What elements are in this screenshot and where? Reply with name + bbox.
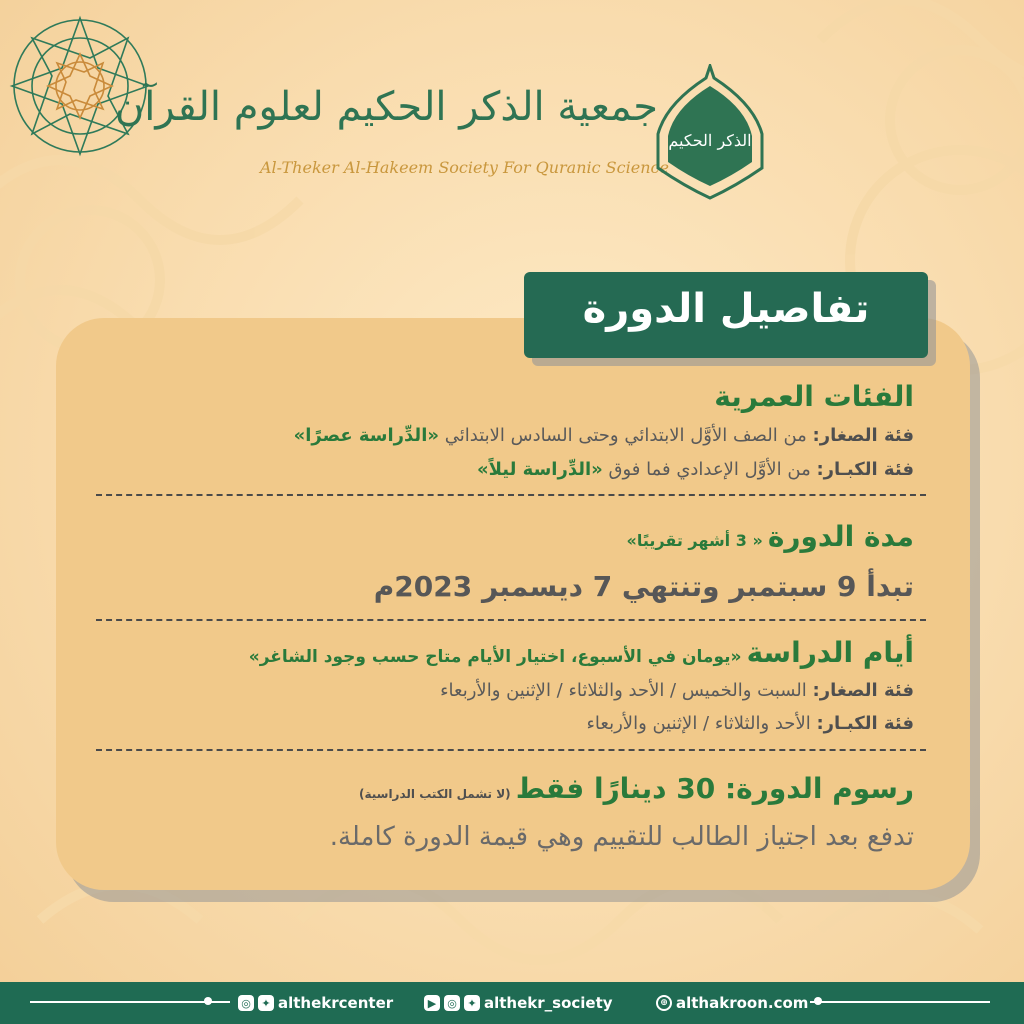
duration-heading: مدة الدورة <box>767 520 914 553</box>
site-header <box>114 64 770 204</box>
fees-heading: رسوم الدورة: 30 دينارًا فقط <box>515 772 914 805</box>
page-title: تفاصيل الدورة <box>582 286 870 332</box>
age-groups-juniors <box>294 425 914 446</box>
org-name-arabic: جمعية الذكر الحكيم لعلوم القرآن <box>114 84 658 130</box>
juniors-label: فئة الصغار: <box>812 680 914 701</box>
study-days-heading: أيام الدراسة <box>746 636 914 669</box>
divider <box>96 619 926 621</box>
juniors-text: من الصف الأوَّل الابتدائي وحتى السادس الابتدائي <box>444 425 807 446</box>
society-logo <box>650 64 770 200</box>
footer-dot-right <box>814 997 822 1005</box>
title-banner <box>524 272 928 358</box>
juniors-label: فئة الصغار: <box>812 425 914 446</box>
social-handle-2[interactable] <box>424 992 613 1014</box>
study-days-note: «يومان في الأسبوع، اختيار الأيام متاح حسب وجود الشاغر» <box>248 647 742 667</box>
website-link[interactable] <box>656 992 808 1014</box>
duration-dates: تبدأ 9 سبتمبر وتنتهي 7 ديسمبر 2023م <box>373 570 914 603</box>
seniors-text: من الأوَّل الإعدادي فما فوق <box>608 459 811 480</box>
footer-dot-left <box>204 997 212 1005</box>
org-name-english: Al-Theker Al-Hakeem Society For Quranic Science <box>260 158 669 177</box>
study-days-seniors <box>586 713 914 734</box>
instagram-icon: ◎ <box>444 995 460 1011</box>
footer-line-right <box>810 1001 990 1003</box>
footer-line-left <box>30 1001 230 1003</box>
seniors-days: الأحد والثلاثاء / الإثنين والأربعاء <box>586 713 811 734</box>
handle-1-text: althekrcenter <box>278 994 394 1012</box>
juniors-note: «الدِّراسة عصرًا» <box>293 425 439 446</box>
website-text: althakroon.com <box>676 994 809 1012</box>
duration-heading-row <box>627 520 915 553</box>
seniors-label: فئة الكبـار: <box>816 459 914 480</box>
twitter-icon: ✦ <box>258 995 274 1011</box>
seniors-label: فئة الكبـار: <box>816 713 914 734</box>
study-days-juniors <box>440 680 914 701</box>
divider <box>96 494 926 496</box>
fees-heading-row <box>359 772 914 805</box>
juniors-days: السبت والخميس / الأحد والثلاثاء / الإثنين والأربعاء <box>440 680 807 701</box>
study-days-heading-row <box>249 636 914 669</box>
divider <box>96 749 926 751</box>
twitter-icon: ✦ <box>464 995 480 1011</box>
youtube-icon: ▶ <box>424 995 440 1011</box>
age-groups-seniors <box>477 459 914 480</box>
instagram-icon: ◎ <box>238 995 254 1011</box>
fees-note: (لا تشمل الكتب الدراسية) <box>358 787 511 801</box>
fees-payment: تدفع بعد اجتياز الطالب للتقييم وهي قيمة الدورة كاملة. <box>329 822 914 852</box>
age-groups-heading: الفئات العمرية <box>714 380 914 413</box>
globe-icon: ⊕ <box>656 995 672 1011</box>
duration-note: « 3 أشهر تقريبًا» <box>626 531 763 550</box>
footer-bar <box>0 982 1024 1024</box>
social-handle-1[interactable] <box>238 992 393 1014</box>
seniors-note: «الدِّراسة ليلاً» <box>477 459 603 480</box>
logo-text: الذكر الحكيم <box>668 131 752 150</box>
handle-2-text: althekr_society <box>484 994 613 1012</box>
